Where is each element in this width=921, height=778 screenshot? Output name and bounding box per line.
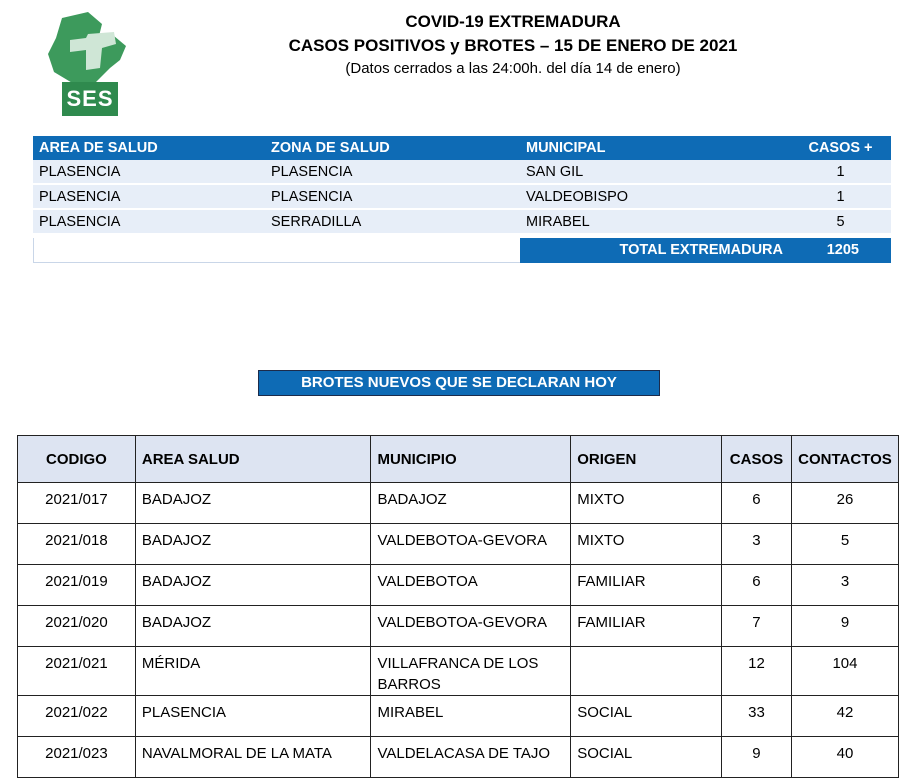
cell-casos: 7 (721, 606, 791, 647)
cell-area: BADAJOZ (135, 565, 371, 606)
cell-contactos: 104 (791, 647, 898, 696)
cell-casos: 33 (721, 696, 791, 737)
cell-codigo: 2021/022 (18, 696, 136, 737)
cell-area: BADAJOZ (135, 524, 371, 565)
brotes-table (17, 435, 899, 778)
cell-municipio: VALDEBOTOA (371, 565, 571, 606)
table-row (33, 160, 891, 184)
casos-header-casos: CASOS + (790, 136, 891, 160)
brotes-header-area: AREA SALUD (135, 436, 371, 483)
cell-casos: 1 (790, 184, 891, 209)
casos-positivos-table (33, 136, 891, 235)
ses-logo (40, 10, 140, 110)
cell-municipio: VALDEBOTOA-GEVORA (371, 524, 571, 565)
brotes-header-row (18, 436, 899, 483)
brotes-header-codigo: CODIGO (18, 436, 136, 483)
cell-origen: SOCIAL (571, 696, 722, 737)
cell-area: BADAJOZ (135, 483, 371, 524)
cell-origen: FAMILIAR (571, 606, 722, 647)
document-header (140, 10, 886, 80)
table-row (18, 606, 899, 647)
cell-area: MÉRIDA (135, 647, 371, 696)
table-row (33, 184, 891, 209)
brotes-header-origen: ORIGEN (571, 436, 722, 483)
casos-header-municipal: MUNICIPAL (520, 136, 790, 160)
cell-zona: PLASENCIA (265, 184, 520, 209)
logo-text: SES (62, 82, 118, 116)
cell-area: BADAJOZ (135, 606, 371, 647)
table-row (18, 737, 899, 778)
cell-casos: 9 (721, 737, 791, 778)
cell-codigo: 2021/017 (18, 483, 136, 524)
total-value: 1205 (826, 242, 859, 258)
brotes-header-municipio: MUNICIPIO (371, 436, 571, 483)
cell-casos: 5 (790, 209, 891, 234)
table-row (18, 647, 899, 696)
total-label: TOTAL EXTREMADURA (619, 242, 783, 258)
cell-origen (571, 647, 722, 696)
table-row (18, 483, 899, 524)
cell-contactos: 26 (791, 483, 898, 524)
cell-casos: 6 (721, 565, 791, 606)
cell-contactos: 40 (791, 737, 898, 778)
header-subtitle: CASOS POSITIVOS y BROTES – 15 DE ENERO DE 2021 (288, 36, 738, 55)
cell-origen: MIXTO (571, 524, 722, 565)
cell-contactos: 9 (791, 606, 898, 647)
total-row (33, 238, 891, 263)
table-row (18, 524, 899, 565)
cell-zona: PLASENCIA (265, 160, 520, 184)
header-note: (Datos cerrados a las 24:00h. del día 14 de enero) (345, 60, 681, 77)
cell-municipal: VALDEOBISPO (520, 184, 790, 209)
cell-casos: 1 (790, 160, 891, 184)
cell-codigo: 2021/020 (18, 606, 136, 647)
cell-casos: 3 (721, 524, 791, 565)
cell-contactos: 42 (791, 696, 898, 737)
cell-codigo: 2021/023 (18, 737, 136, 778)
cell-area: PLASENCIA (33, 160, 265, 184)
table-row (18, 696, 899, 737)
cell-casos: 6 (721, 483, 791, 524)
cell-origen: FAMILIAR (571, 565, 722, 606)
total-cell (520, 238, 891, 263)
cell-area: PLASENCIA (33, 184, 265, 209)
cell-municipio: MIRABEL (371, 696, 571, 737)
cell-codigo: 2021/021 (18, 647, 136, 696)
cell-codigo: 2021/018 (18, 524, 136, 565)
header-title: COVID-19 EXTREMADURA (405, 12, 621, 31)
cell-area: PLASENCIA (33, 209, 265, 234)
cell-municipio: VALDEBOTOA-GEVORA (371, 606, 571, 647)
table-row (33, 209, 891, 234)
cell-municipio: VALDELACASA DE TAJO (371, 737, 571, 778)
casos-header-row (33, 136, 891, 160)
table-row (18, 565, 899, 606)
cell-municipal: SAN GIL (520, 160, 790, 184)
extremadura-map-icon (40, 10, 140, 90)
cell-casos: 12 (721, 647, 791, 696)
casos-header-area: AREA DE SALUD (33, 136, 265, 160)
brotes-header-contactos: CONTACTOS (791, 436, 898, 483)
cell-zona: SERRADILLA (265, 209, 520, 234)
total-blank-cell (33, 238, 521, 263)
brotes-section-title: BROTES NUEVOS QUE SE DECLARAN HOY (258, 370, 660, 396)
brotes-header-casos: CASOS (721, 436, 791, 483)
cell-origen: MIXTO (571, 483, 722, 524)
cell-area: PLASENCIA (135, 696, 371, 737)
casos-header-zona: ZONA DE SALUD (265, 136, 520, 160)
cell-area: NAVALMORAL DE LA MATA (135, 737, 371, 778)
cell-municipio: BADAJOZ (371, 483, 571, 524)
cell-municipal: MIRABEL (520, 209, 790, 234)
cell-codigo: 2021/019 (18, 565, 136, 606)
cell-contactos: 3 (791, 565, 898, 606)
cell-contactos: 5 (791, 524, 898, 565)
cell-municipio: VILLAFRANCA DE LOS BARROS (371, 647, 571, 696)
cell-origen: SOCIAL (571, 737, 722, 778)
